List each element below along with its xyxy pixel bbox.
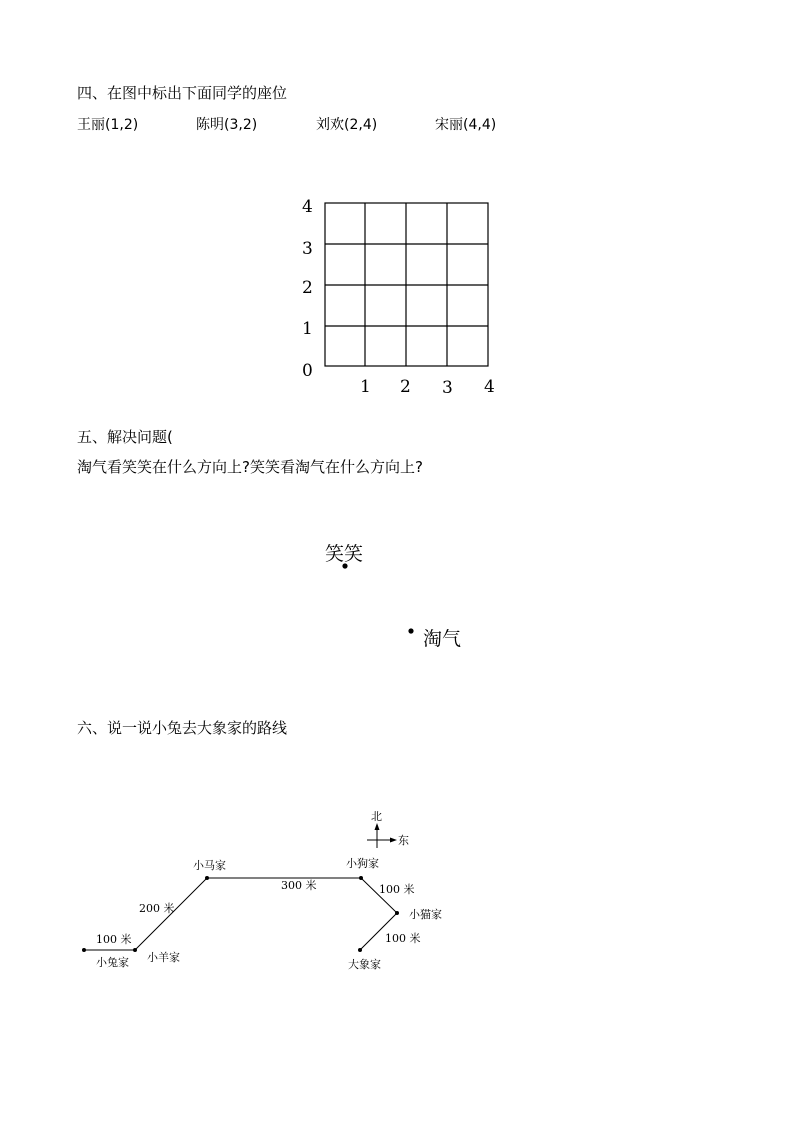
y-label-1: 1 [302,319,313,339]
node-cat [395,911,399,915]
y-label-4: 4 [302,197,313,217]
x-label-1: 1 [360,377,371,397]
node-horse [205,876,209,880]
node-dog [359,876,363,880]
student-wang-li: 王丽(1,2) [77,117,139,133]
compass-east-arrow-icon [390,838,397,843]
place-dog: 小狗家 [346,857,379,870]
x-label-2: 2 [400,377,411,397]
node-elephant [358,948,362,952]
place-rabbit: 小兔家 [96,956,129,969]
label-xiaoxiao: 笑笑 [325,543,364,565]
label-taoqi: 淘气 [423,628,462,650]
point-taoqi [408,628,413,633]
student-song-li: 宋丽(4,4) [435,117,497,133]
distance-dog-cat: 100 米 [379,883,415,896]
section6-heading: 六、说一说小兔去大象家的路线 [77,719,288,737]
x-label-4: 4 [484,377,495,397]
place-cat: 小猫家 [409,908,442,921]
distance-rabbit-sheep: 100 米 [96,933,132,946]
compass-north-arrow-icon [375,823,380,830]
section5-heading: 五、解决问题( [77,428,173,446]
place-horse: 小马家 [193,859,226,872]
node-rabbit [82,948,86,952]
distance-sheep-horse: 200 米 [139,902,175,915]
place-sheep: 小羊家 [147,951,180,964]
y-label-2: 2 [302,278,313,298]
y-label-0: 0 [302,361,313,381]
distance-cat-elephant: 100 米 [385,932,421,945]
section4-heading: 四、在图中标出下面同学的座位 [77,84,288,102]
student-chen-ming: 陈明(3,2) [196,117,258,133]
y-label-3: 3 [302,239,313,259]
compass-east-label: 东 [398,834,409,847]
section5-question: 淘气看笑笑在什么方向上?笑笑看淘气在什么方向上? [77,458,423,476]
place-elephant: 大象家 [348,958,381,971]
x-label-3: 3 [442,378,453,398]
distance-horse-dog: 300 米 [281,879,317,892]
student-liu-huan: 刘欢(2,4) [316,117,378,133]
node-sheep [133,948,137,952]
compass-north-label: 北 [371,810,382,823]
